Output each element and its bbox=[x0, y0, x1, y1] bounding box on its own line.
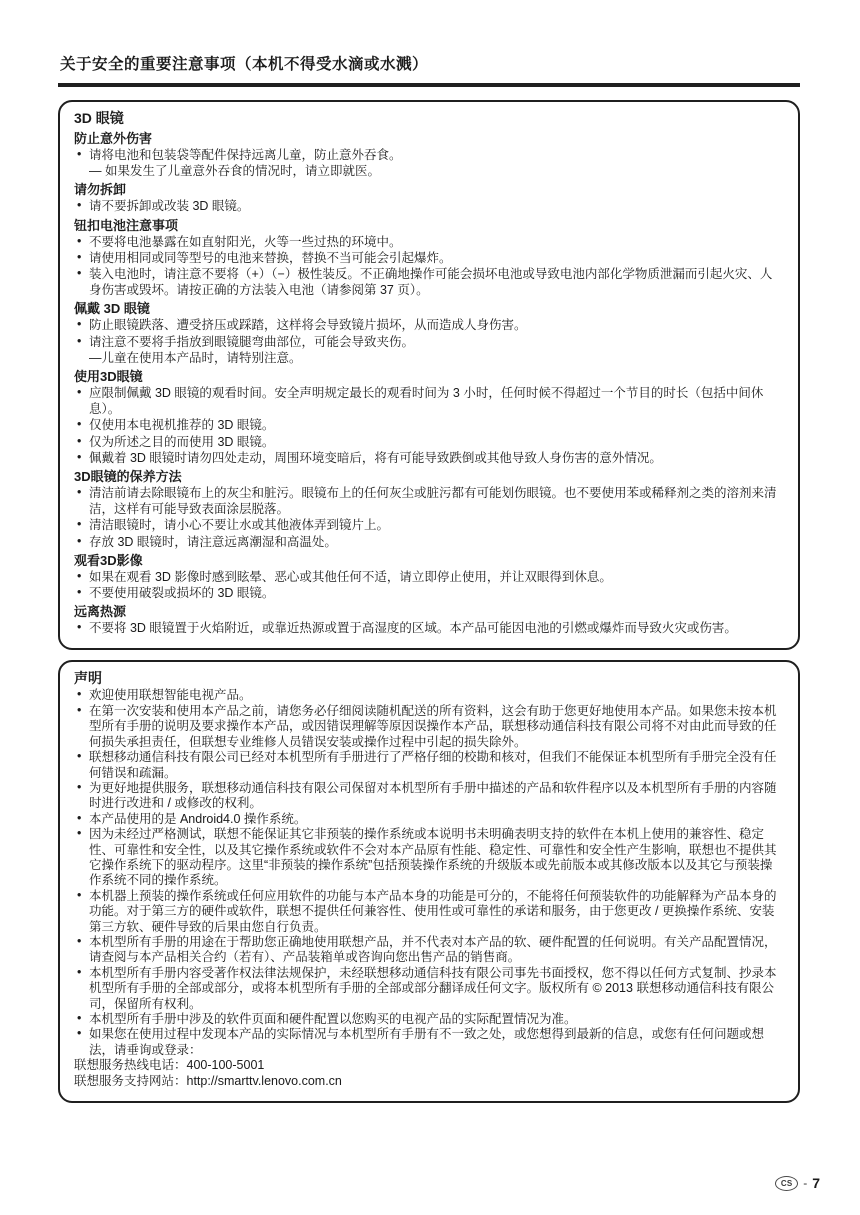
list-item-text: 本产品使用的是 Android4.0 操作系统。 bbox=[89, 811, 307, 826]
region-code-badge: CS bbox=[775, 1176, 798, 1191]
list-item bbox=[74, 485, 784, 517]
list-item-text: 为更好地提供服务，联想移动通信科技有限公司保留对本机型所有手册中描述的产品和软件程序以及本机型所有手册的内容随时进行改进和 / 或修改的权利。 bbox=[89, 780, 777, 811]
bullet-marker: • bbox=[77, 687, 82, 702]
list-item bbox=[74, 534, 784, 550]
bullet-marker: • bbox=[77, 417, 82, 432]
bullet-marker: • bbox=[77, 317, 82, 332]
list-item bbox=[74, 889, 784, 935]
list-subitem bbox=[74, 163, 784, 179]
section-prevent-accidental-injury bbox=[74, 130, 784, 179]
bullet-marker: • bbox=[77, 147, 82, 161]
list-item-text: 本机型所有手册内容受著作权法律法规保护，未经联想移动通信科技有限公司事先书面授权，您不得以任何方式复制、抄录本机型所有手册的全部或部分，或将本机型所有手册的全部或部分翻译成任何文字。版权所有 © 2013 联想移动通信科技有限公司，保留所有权利。 bbox=[89, 965, 777, 1011]
section-heading: 防止意外伤害 bbox=[74, 131, 153, 146]
bullet-marker: • bbox=[77, 702, 82, 717]
list-item bbox=[74, 585, 784, 601]
statement-box-title: 声明 bbox=[74, 670, 102, 687]
bullet-marker: • bbox=[77, 1011, 82, 1025]
bullet-marker: • bbox=[77, 585, 82, 600]
bullet-marker: • bbox=[77, 449, 82, 464]
list-item-text: 不要将 3D 眼镜置于火焰附近，或靠近热源或置于高湿度的区域。本产品可能因电池的引燃或爆炸而导致火灾或伤害。 bbox=[89, 621, 737, 636]
list-item bbox=[74, 812, 784, 827]
list-item-text: 清洁前请去除眼镜布上的灰尘和脏污。眼镜布上的任何灰尘或脏污都有可能划伤眼镜。也不要使用苯或稀释剂之类的溶剂来清洁，这样有可能导致表面涂层脱落。 bbox=[89, 486, 777, 517]
list-item-text: 在第一次安装和使用本产品之前，请您务必仔细阅读随机配送的所有资料，这会有助于您更好地使用本产品。如果您未按本机型所有手册的说明及要求操作本产品，或因错误理解等原因误操作本产品，联想移动通信科技有限公司将不对由此而导致的任何损失承担责任，但联想专业维修人员错误安装或操作过程中引起的损失除外。 bbox=[89, 703, 777, 749]
bullet-marker: • bbox=[77, 333, 82, 348]
list-item-text: 本机器上预装的操作系统或任何应用软件的功能与本产品本身的功能是可分的，不能将任何预装软件的功能解释为产品本身的功能。对于第三方的硬件或软件，联想不提供任何兼容性、使用性或可靠性的承诺和服务，由于您更改 / 更换操作系统、安装第三方软、硬件导致的后果由您自行负责。 bbox=[89, 888, 777, 934]
section-heading: 使用3D眼镜 bbox=[74, 369, 143, 385]
list-item bbox=[74, 517, 784, 533]
list-item-text: 清洁眼镜时，请小心不要让水或其他液体弄到镜片上。 bbox=[89, 518, 390, 533]
section-heading: 佩戴 3D 眼镜 bbox=[74, 301, 150, 317]
list-item-text: 联想移动通信科技有限公司已经对本机型所有手册进行了严格仔细的校勘和核对，但我们不能保证本机型所有手册完全没有任何错误和疏漏。 bbox=[89, 750, 777, 780]
list-subitem-text: —儿童在使用本产品时，请特别注意。 bbox=[89, 350, 302, 365]
list-subitem bbox=[74, 350, 784, 366]
service-website-line: 联想服务支持网站：http://smarttv.lenovo.com.cn bbox=[74, 1073, 342, 1088]
bullet-marker: • bbox=[77, 433, 82, 448]
bullet-marker: • bbox=[77, 779, 82, 794]
list-item-text: 如果在观看 3D 影像时感到眩晕、恶心或其他任何不适，请立即停止使用，并让双眼得到休息。 bbox=[89, 569, 612, 584]
list-item bbox=[74, 250, 784, 266]
section-viewing-3d-images bbox=[74, 552, 784, 601]
section-heading: 钮扣电池注意事项 bbox=[74, 217, 179, 233]
list-item bbox=[74, 198, 784, 214]
bullet-marker: • bbox=[77, 517, 82, 532]
section-using-3d-glasses bbox=[74, 368, 784, 466]
section-button-battery-notes bbox=[74, 217, 784, 299]
page-number: 7 bbox=[812, 1175, 820, 1191]
list-item bbox=[74, 781, 784, 812]
list-item-text: 不要将电池暴露在如直射阳光，火等一些过热的环境中。 bbox=[89, 234, 402, 249]
statement-box bbox=[58, 660, 800, 1103]
section-heading: 3D眼镜的保养方法 bbox=[74, 469, 182, 485]
bullet-marker: • bbox=[77, 568, 82, 583]
bullet-marker: • bbox=[77, 266, 82, 281]
list-item-text: 佩戴着 3D 眼镜时请勿四处走动，周围环境变暗后，将有可能导致跌倒或其他导致人身伤害的意外情况。 bbox=[89, 450, 662, 465]
list-item-text: 请不要拆卸或改装 3D 眼镜。 bbox=[89, 199, 250, 214]
bullet-marker: • bbox=[77, 620, 82, 635]
bullet-marker: • bbox=[77, 533, 82, 548]
bullet-marker: • bbox=[77, 485, 82, 500]
list-item-text: 不要使用破裂或损坏的 3D 眼镜。 bbox=[89, 586, 275, 601]
bullet-marker: • bbox=[77, 233, 82, 248]
list-item bbox=[74, 434, 784, 450]
list-item bbox=[74, 450, 784, 466]
list-item-text: 仅为所述之目的而使用 3D 眼镜。 bbox=[89, 434, 275, 449]
list-item bbox=[74, 750, 784, 781]
list-item bbox=[74, 569, 784, 585]
footer-separator: - bbox=[803, 1176, 808, 1190]
section-wearing-3d-glasses bbox=[74, 300, 784, 366]
bullet-marker: • bbox=[77, 385, 82, 400]
list-item bbox=[74, 704, 784, 750]
list-item-text: 请使用相同或同等型号的电池来替换，替换不当可能会引起爆炸。 bbox=[89, 250, 452, 265]
list-item-text: 本机型所有手册中涉及的软件页面和硬件配置以您购买的电视产品的实际配置情况为准。 bbox=[89, 1012, 577, 1026]
section-heading: 请勿拆卸 bbox=[74, 182, 127, 198]
bullet-marker: • bbox=[77, 749, 82, 764]
list-item bbox=[74, 266, 784, 298]
bullet-marker: • bbox=[77, 249, 82, 264]
list-item bbox=[74, 1012, 784, 1027]
section-heading: 观看3D影像 bbox=[74, 552, 143, 568]
list-item bbox=[74, 385, 784, 417]
list-item-text: 欢迎使用联想智能电视产品。 bbox=[89, 688, 252, 703]
list-item bbox=[74, 827, 784, 889]
section-no-disassembly bbox=[74, 181, 784, 214]
bullet-marker: • bbox=[77, 887, 82, 902]
section-keep-away-from-heat bbox=[74, 603, 784, 636]
section-glasses-maintenance bbox=[74, 468, 784, 550]
list-item-text: 应限制佩戴 3D 眼镜的观看时间。安全声明规定最长的观看时间为 3 小时，任何时候不得超过一个节目的时长（包括中间休息）。 bbox=[89, 386, 764, 417]
list-item-text: 仅使用本电视机推荐的 3D 眼镜。 bbox=[89, 418, 275, 433]
list-subitem-text: — 如果发生了儿童意外吞食的情况时，请立即就医。 bbox=[89, 164, 380, 179]
bullet-marker: • bbox=[77, 810, 82, 825]
bullet-marker: • bbox=[77, 826, 82, 841]
list-item bbox=[74, 620, 784, 636]
bullet-marker: • bbox=[77, 933, 82, 948]
list-item bbox=[74, 417, 784, 433]
list-item-text: 如果您在使用过程中发现本产品的实际情况与本机型所有手册有不一致之处，或您想得到最新的信息，或您有任何问题或想法，请垂询或登录： bbox=[89, 1027, 765, 1057]
glasses-safety-box bbox=[58, 100, 800, 650]
glasses-box-title: 3D 眼镜 bbox=[74, 110, 124, 126]
title-divider bbox=[58, 83, 800, 87]
section-heading: 远离热源 bbox=[74, 604, 127, 620]
bullet-marker: • bbox=[77, 964, 82, 979]
bullet-marker: • bbox=[77, 1026, 82, 1041]
page-title: 关于安全的重要注意事项（本机不得受水滴或水溅） bbox=[60, 56, 429, 73]
bullet-marker: • bbox=[77, 198, 82, 213]
list-item bbox=[74, 334, 784, 350]
list-item bbox=[74, 234, 784, 250]
list-item-text: 本机型所有手册的用途在于帮助您正确地使用联想产品，并不代表对本产品的软、硬件配置的任何说明。有关产品配置情况，请查阅与本产品相关合约（若有）、产品装箱单或咨询向您出售产品的销售商。 bbox=[89, 934, 777, 965]
page-footer bbox=[775, 1175, 820, 1191]
list-item bbox=[74, 147, 784, 163]
list-item-text: 因为未经过严格测试，联想不能保证其它非预装的操作系统或本说明书未明确表明支持的软件在本机上使用的兼容性、稳定性、可靠性和安全性，以及其它操作系统或软件不会对本产品原有性能、稳定性、可靠性和安全性产生影响，联想也不提供其它操作系统下的驱动程序。这里“非预装的操作系统”包括预装操作系统的升级版本或先前版本或其修改版本以及其它与预装操作系统不同的操作系统。 bbox=[89, 827, 777, 888]
list-item-text: 装入电池时，请注意不要将（+）（−）极性装反。不正确地操作可能会损坏电池或导致电池内部化学物质泄漏而引起火灾、人身伤害或毁坏。请按正确的方法装入电池（请参阅第 37 页）。 bbox=[89, 267, 773, 298]
list-item-text: 请注意不要将手指放到眼镜腿弯曲部位，可能会导致夹伤。 bbox=[89, 334, 415, 349]
list-item bbox=[74, 317, 784, 333]
list-item-text: 存放 3D 眼镜时，请注意远离潮湿和高温处。 bbox=[89, 534, 337, 549]
list-item bbox=[74, 966, 784, 1012]
list-item-text: 请将电池和包装袋等配件保持远离儿童，防止意外吞食。 bbox=[89, 148, 402, 162]
list-item-text: 防止眼镜跌落、遭受挤压或踩踏，这样将会导致镜片损坏，从而造成人身伤害。 bbox=[89, 318, 527, 333]
service-hotline-line: 联想服务热线电话：400-100-5001 bbox=[74, 1058, 265, 1073]
list-item bbox=[74, 935, 784, 966]
list-item bbox=[74, 1027, 784, 1058]
list-item bbox=[74, 688, 784, 703]
